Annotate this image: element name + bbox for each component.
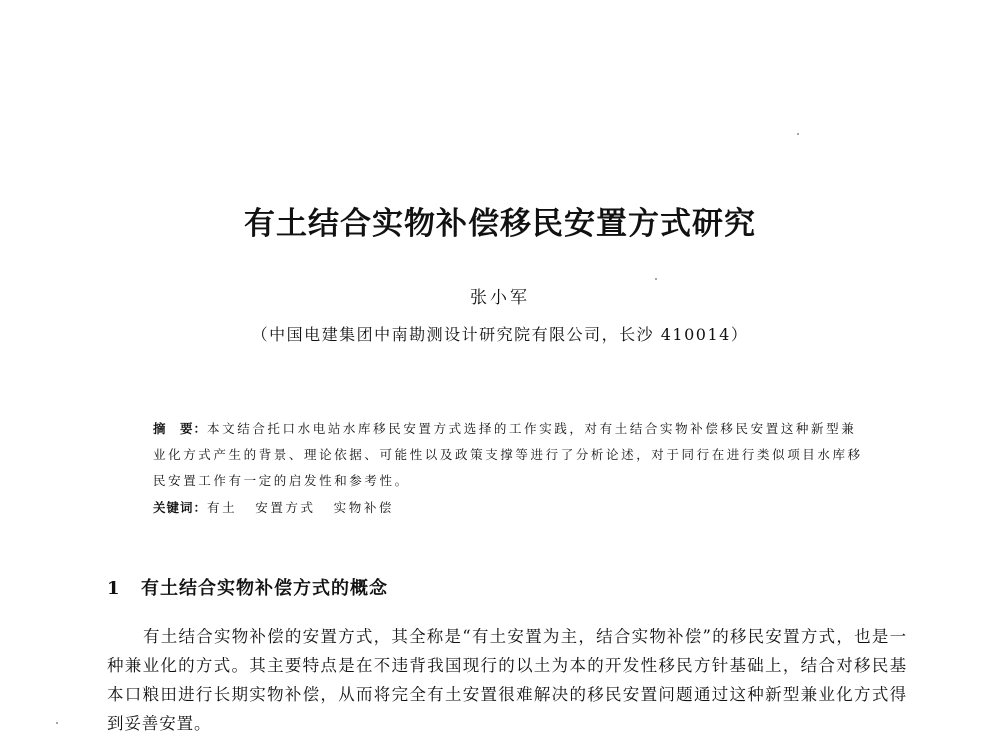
- scan-speck: [797, 133, 799, 135]
- scan-speck: [655, 278, 657, 280]
- keyword: 实物补偿: [333, 500, 395, 515]
- author-name: 张小军: [470, 288, 530, 308]
- abstract: [153, 416, 865, 494]
- abstract-label: 摘 要：: [153, 421, 208, 436]
- scan-speck: [56, 722, 58, 724]
- paper-title: 有土结合实物补偿移民安置方式研究: [244, 206, 756, 242]
- section-heading: [107, 574, 388, 600]
- author-affiliation: （中国电建集团中南勘测设计研究院有限公司，长沙 410014）: [251, 325, 749, 344]
- keyword: 有土: [207, 500, 238, 515]
- keywords: [153, 498, 412, 516]
- keyword: 安置方式: [255, 500, 316, 515]
- section-title: 有土结合实物补偿方式的概念: [141, 578, 388, 599]
- keywords-label: 关键词：: [153, 500, 208, 515]
- section-number: 1: [107, 578, 121, 599]
- section-paragraph: 有土结合实物补偿的安置方式，其全称是“有土安置为主，结合实物补偿”的移民安置方式，也是一种兼业化的方式。其主要特点是在不违背我国现行的以土为本的开发性移民方针基础上，结合对移民基本口粮田进行长期实物补偿，从而将完全有土安置很难解决的移民安置问题通过这种新型兼业化方式得到妥善安置。: [107, 627, 907, 733]
- abstract-text: 本文结合托口水电站水库移民安置方式选择的工作实践，对有土结合实物补偿移民安置这种新型兼业化方式产生的背景、理论依据、可能性以及政策支撑等进行了分析论述，对于同行在进行类似项目水库移民安置工作有一定的启发性和参考性。: [153, 421, 863, 488]
